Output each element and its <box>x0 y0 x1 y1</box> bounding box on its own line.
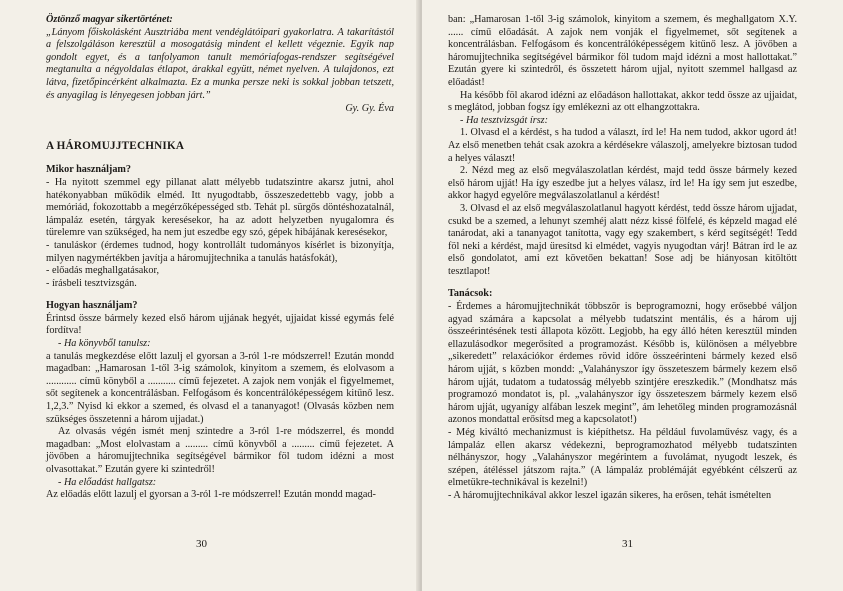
how-heading: Hogyan használjam? <box>46 300 138 312</box>
book-label: - Ha könyvből tanulsz: <box>58 338 151 350</box>
page-number-right: 31 <box>622 538 633 551</box>
test-step-3: 3. Olvasd el az első megválaszolatlanul hagyott kérdést, tedd össze három ujjadat, csukd be a szemed, a lehunyt szemhéj alatt nézz kissé fölfelé, és képzeld magad elé tanárodat, aki a tananyagot tanította, vagy egy szakembert, s kérd segítségét! Tedd föl neki a kérdést, majd üresítsd ki elmédet, vagyis nyugodtan várj! Bátran írd le az első gondolatot, ami ezt követően bekattan! Sose adj be hiányosan kitöltött tesztlapot! <box>448 202 797 277</box>
test-label: - Ha tesztvizsgát írsz: <box>460 114 549 126</box>
page-number-left: 30 <box>196 538 207 551</box>
lecture-label: - Ha előadást hallgatsz: <box>58 476 157 488</box>
tip-1: - Érdemes a háromujjtechnikát többször is beprogramozni, hogy erősebbé váljon agyad számára a kapcsolat a mélyebb tudatszint mentális, és a három ujj összeérintésének testi állapota között. Legjobb, ha egy álló héten keresztül minden ellazulásodkor megerősíted a programozást. Később is, különösen a mélyebbre „sikeredett” relaxációkor érdemes rövid időre összeérinteni bármely kezed első három ujját, s közben mondd: „Valahányszor így összeteszem bármely kezem első három ujját, tudatom a tudatosság mélyebb szintjére ereszkedik.” (Mondhatsz más programozó mondatot is, pl. „valahányszor így összeteszem bármely kezem első három ujját, ugyanígy alfában leszek megint”, ám lehetőleg minden programozásnál azonos mondattal erősítsd meg a kapcsolatot!) <box>448 301 797 426</box>
signature: Gy. Gy. Éva <box>345 103 394 115</box>
when-paragraph-2: - tanuláskor (érdemes tudnod, hogy kontrollált tudományos kísérlet is bizonyítja, milyen nagymértékben javítja a háromujjtechnika a tanulás hatásfokát), <box>46 239 394 264</box>
lecture-text: Az előadás előtt lazulj el gyorsan a 3-ról 1-re módszerrel! Ezután mondd magad- <box>46 489 376 501</box>
testimony-heading: Öztönző magyar sikertörténet: <box>46 14 173 25</box>
test-step-2: 2. Nézd meg az első megválaszolatlan kérdést, majd tedd össze bármely kezed első három ujját! Ha így eszedbe jut a helyes válasz, írd le! Ha így sem jut eszedbe, akkor hagyd egyelőre megválaszolatlanul a kérdést! <box>448 165 797 202</box>
when-paragraph-1: - Ha nyitott szemmel egy pillanat alatt mélyebb tudatszintre akarsz jutni, ahol hatékonyabban működik elméd. Itt nyugodtabb, összeszedettebb vagy, jobb a memóriád, fokozottabb a megérzőképességed stb. Tehát pl. sürgős döntéshozatalnál, lámpaláz esetén, tárgyak keresésekor, ha az adott helyzetben nyugalomra és türelemre van szükséged, ha nem jut eszedbe egy szó, gépek hibájának keresésekor, <box>46 176 394 239</box>
tips-heading: Tanácsok: <box>448 288 493 300</box>
right-paragraph-1: ban: „Hamarosan 1-től 3-ig számolok, kinyitom a szemem, és meghallgatom X.Y. ...... című előadását. A zajok nem vonják el figyelmemet, sőt segítenek a koncentrálásban. Felfogásom és koncentrálóképességem kitűnő lesz. A jövőben a háromujjtechnika segítségével bármikor föl tudom majd idézni a most hallottakat.” Ezután gyere ki szintedről, és összetett három ujjal, nyitott szemmel hallgasd az előadást! <box>448 14 797 88</box>
book-text-2: Az olvasás végén ismét menj szintedre a 3-ról 1-re módszerrel, és mondd magadban: „Most elolvastam a ......... című könyvből a ......... című fejezetet. A jövőben a háromujjtechnika segítségével bármikor föl tudom idézni a most olvasottakat.” Ezután gyere ki szintedről! <box>46 426 394 475</box>
how-paragraph-1: Érintsd össze bármely kezed első három ujjának hegyét, ujjaidat kissé egymás felé fordítva! <box>46 312 394 337</box>
testimony-text: „Lányom főiskolásként Ausztriába ment vendéglátóipari gyakorlatra. A takarítástól a felszolgáláson keresztül a mosogatásig mindent el kellett végeznie. Egyik nap gondolt egyet, és a tanfolyamon tanult memóriafogas-rendszer segítségével megtanulta a négyoldalas étlapot, árakkal együtt, német nyelven. A tulajdonos, ezt látva, fizetőpincérként alkalmazta. Ez a munka persze neki is sokkal jobban tetszett, és anyagilag is lényegesen jobban járt.” <box>46 26 394 101</box>
when-paragraph-4: - írásbeli tesztvizsgán. <box>46 277 137 289</box>
book-text: a tanulás megkezdése előtt lazulj el gyorsan a 3-ról 1-re módszerrel! Ezután mondd magadban: „Hamarosan 1-től 3-ig számolok, kinyitom a szemem, és elolvasom a ............ című könyből a ........... című fejezetet. A zajok nem vonják el figyelmemet, sőt segítenek a koncentrálásban. Felfogásom és koncentrálóképességem kitűnő lesz. 1,2,3.” Nyisd ki ekkor a szemed, és olvasd el a tananyagot! (Olvasás közben nem szükséges összetenni a három ujjadat.) <box>46 350 394 425</box>
when-heading: Mikor használjam? <box>46 164 131 176</box>
right-paragraph-2: Ha később föl akarod idézni az előadáson hallottakat, akkor tedd össze az ujjaidat, s meglátod, jobban fogsz így emlékezni az ott elhangzottakra. <box>448 89 797 114</box>
tip-3: - A háromujjtechnikával akkor leszel igazán sikeres, ha erősen, tehát ismételten <box>448 489 772 501</box>
test-step-1: 1. Olvasd el a kérdést, s ha tudod a választ, írd le! Ha nem tudod, akkor ugord át! Az első menetben tehát csak azokra a kérdésekre válaszolj, amelyekre biztosan tudod a helyes választ! <box>448 127 797 164</box>
right-page <box>422 0 843 591</box>
left-page <box>0 0 420 591</box>
when-paragraph-3: - előadás meghallgatásakor, <box>46 265 160 277</box>
tip-2: - Még kiváltó mechanizmust is kiépíthetsz. Ha például fuvolaművész vagy, és a lámpaláz ellen akarsz védekezni, beprogramozhatod mélyebb tudatszinten nélhányszor, hogy „Valahányszor megérintem a fuvolámat, nyugodt leszek, és szépen, átéléssel játszom rajta.” (A lámpaláz problémáját egyébként célszerű az elmetükre-technikával is kezelni!) <box>448 427 797 489</box>
section-title: A HÁROMUJJTECHNIKA <box>46 139 185 152</box>
